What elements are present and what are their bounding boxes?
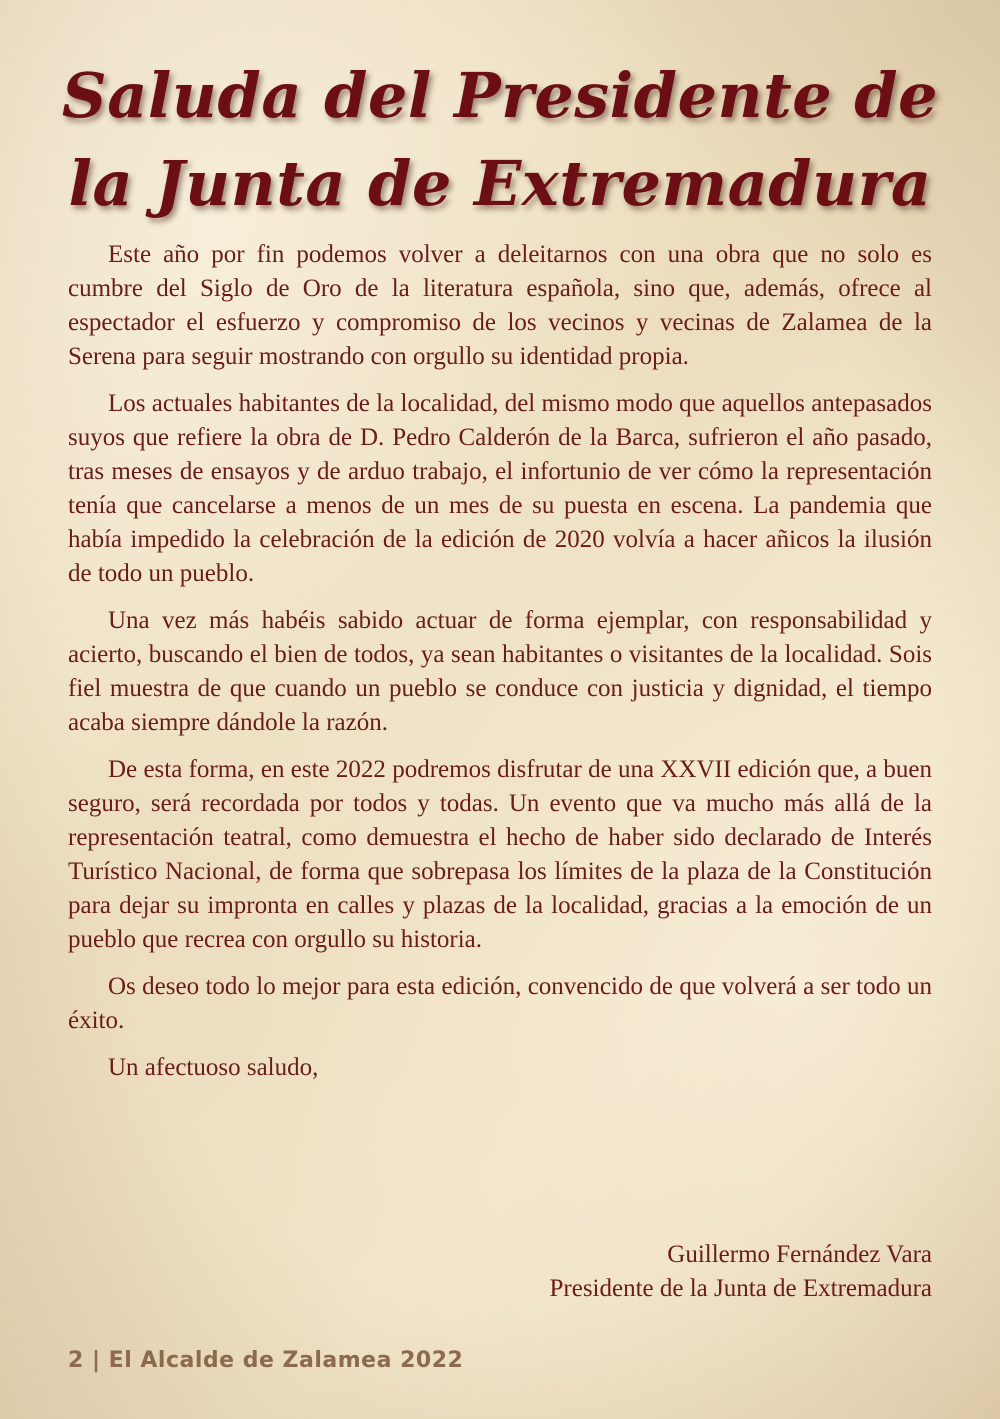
page-title-line-2: la Junta de Extremadura xyxy=(68,147,932,220)
paragraph-1: Este año por fin podemos volver a deleitarnos con una obra que no solo es cumbre del Siglo de Oro de la literatura española, sino que, además, ofrece al espectador el esfuerzo y compromiso de los vecinos y vecinas de Zalamea de la Serena para seguir mostrando con orgullo su identidad propia. xyxy=(68,241,932,370)
paragraph-3: Una vez más habéis sabido actuar de forma ejemplar, con responsabilidad y acierto, buscando el bien de todos, ya sean habitantes o visitantes de la localidad. Sois fiel muestra de que cuando un pueblo se conduce con justicia y dignidad, el tiempo acaba siempre dándole la razón. xyxy=(68,607,932,736)
page-footer: 2 | El Alcalde de Zalamea 2022 xyxy=(68,1348,464,1373)
paragraph-4: De esta forma, en este 2022 podremos disfrutar de una XXVII edición que, a buen seguro, será recordada por todos y todas. Un evento que va mucho más allá de la representación teatral, como demuestra el hecho de haber sido declarado de Interés Turístico Nacional, de forma que sobrepasa los límites de la plaza de la Constitución para dejar su impronta en calles y plazas de la localidad, gracias a la emoción de un pueblo que recrea con orgullo su historia. xyxy=(68,756,932,953)
closing-salutation: Un afectuoso saludo, xyxy=(108,1054,319,1081)
page-title-line-1: Saluda del Presidente de xyxy=(61,59,939,132)
signature-role: Presidente de la Junta de Extremadura xyxy=(549,1275,932,1302)
page-title xyxy=(60,52,940,228)
signature-name: Guillermo Fernández Vara xyxy=(667,1241,932,1268)
paragraph-5: Os deseo todo lo mejor para esta edición, convencido de que volverá a ser todo un éxito. xyxy=(68,973,932,1034)
signature-block xyxy=(550,1238,933,1306)
letter-body xyxy=(68,238,932,1098)
paragraph-2: Los actuales habitantes de la localidad, del mismo modo que aquellos antepasados suyos que refiere la obra de D. Pedro Calderón de la Barca, sufrieron el año pasado, tras meses de ensayos y de arduo trabajo, el infortunio de ver cómo la representación tenía que cancelarse a menos de un mes de su puesta en escena. La pandemia que había impedido la celebración de la edición de 2020 volvía a hacer añicos la ilusión de todo un pueblo. xyxy=(68,390,932,587)
